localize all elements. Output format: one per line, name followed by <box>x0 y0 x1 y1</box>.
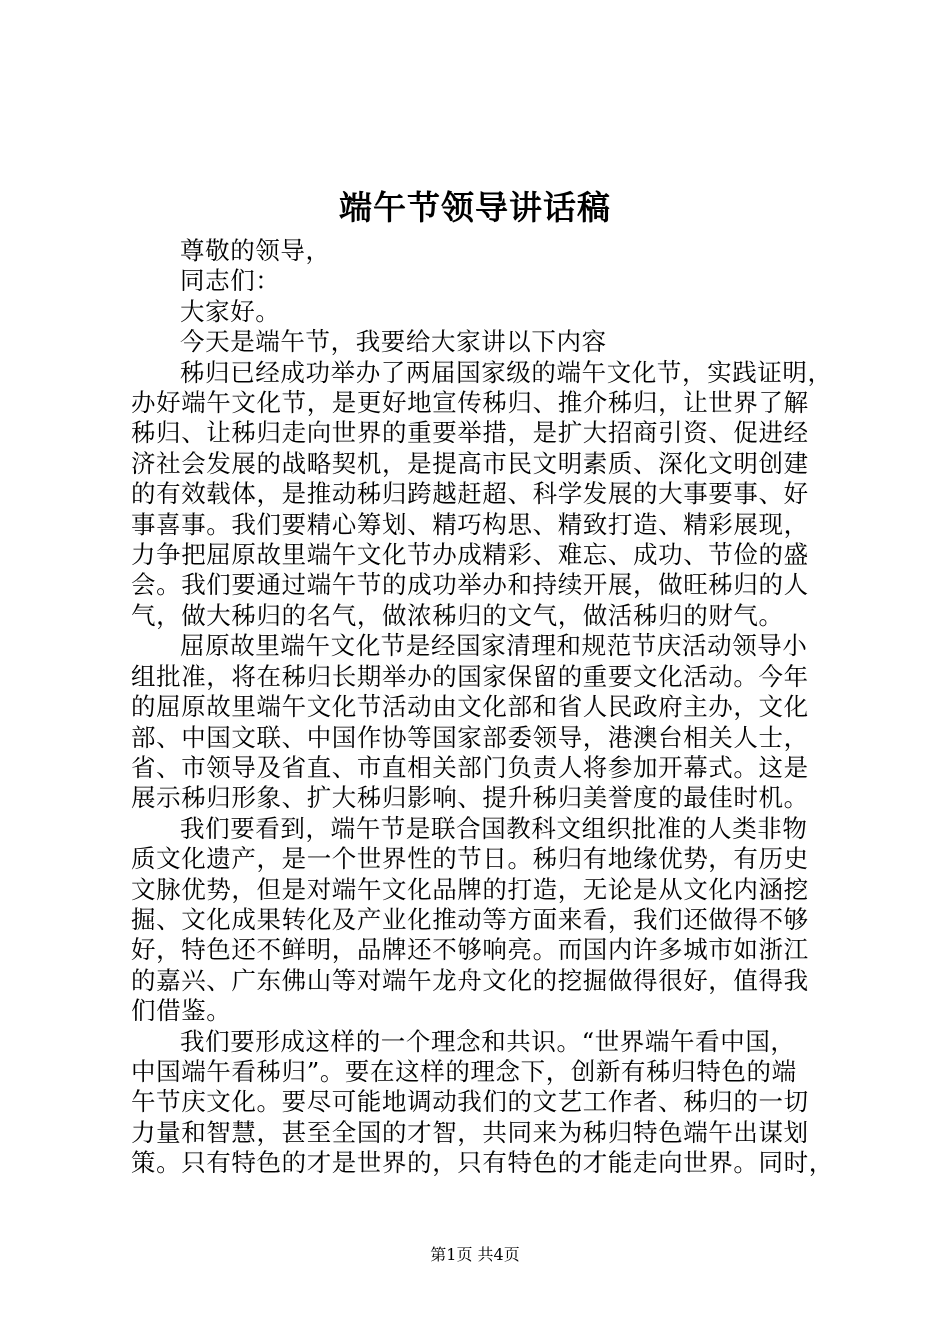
document-title: 端午节领导讲话稿 <box>339 188 611 227</box>
body-line: 事喜事。我们要精心筹划、精巧构思、精致打造、精彩展现， <box>131 509 809 539</box>
body-line: 会。我们要通过端午节的成功举办和持续开展，做旺秭归的人 <box>131 570 809 600</box>
body-line: 秭归、让秭归走向世界的重要举措，是扩大招商引资、促进经 <box>131 418 809 448</box>
body-line: 的嘉兴、广东佛山等对端午龙舟文化的挖掘做得很好，值得我 <box>131 965 809 995</box>
body-line: 屈原故里端午文化节是经国家清理和规范节庆活动领导小 <box>180 631 808 661</box>
body-line: 策。只有特色的才是世界的，只有特色的才能走向世界。同时， <box>131 1148 834 1178</box>
document-body <box>131 236 841 1179</box>
body-line: 我们要看到，端午节是联合国教科文组织批准的人类非物 <box>180 813 808 843</box>
body-line: 我们要形成这样的一个理念和共识。“世界端午看中国， <box>180 1026 796 1056</box>
body-line: 部、中国文联、中国作协等国家部委领导，港澳台相关人士， <box>131 722 809 752</box>
body-line: 质文化遗产，是一个世界性的节日。秭归有地缘优势，有历史 <box>131 844 809 874</box>
body-line: 文脉优势，但是对端午文化品牌的打造，无论是从文化内涵挖 <box>131 874 809 904</box>
body-line: 尊敬的领导， <box>180 236 331 265</box>
body-line: 展示秭归形象、扩大秭归影响、提升秭归美誉度的最佳时机。 <box>131 783 809 813</box>
body-line: 午节庆文化。要尽可能地调动我们的文艺工作者、秭归的一切 <box>131 1087 809 1117</box>
body-line: 们借鉴。 <box>131 996 232 1026</box>
body-line: 今天是端午节，我要给大家讲以下内容 <box>180 327 607 357</box>
page-footer: 第1页 共4页 <box>430 1245 520 1264</box>
body-line: 同志们： <box>180 266 281 296</box>
body-line: 的屈原故里端午文化节活动由文化部和省人民政府主办，文化 <box>131 692 809 722</box>
body-line: 力量和智慧，甚至全国的才智，共同来为秭归特色端午出谋划 <box>131 1117 809 1147</box>
body-line: 掘、文化成果转化及产业化推动等方面来看，我们还做得不够 <box>131 904 809 934</box>
body-line: 好，特色还不鲜明，品牌还不够响亮。而国内许多城市如浙江 <box>131 935 809 965</box>
body-line: 组批准，将在秭归长期举办的国家保留的重要文化活动。今年 <box>131 661 809 691</box>
body-line: 办好端午文化节，是更好地宣传秭归、推介秭归，让世界了解 <box>131 388 809 418</box>
body-line: 力争把屈原故里端午文化节办成精彩、难忘、成功、节俭的盛 <box>131 540 809 570</box>
body-line: 的有效载体，是推动秭归跨越赶超、科学发展的大事要事、好 <box>131 479 809 509</box>
body-line: 省、市领导及省直、市直相关部门负责人将参加开幕式。这是 <box>131 752 809 782</box>
body-line: 中国端午看秭归”。要在这样的理念下，创新有秭归特色的端 <box>131 1056 797 1086</box>
body-line: 大家好。 <box>180 296 281 326</box>
body-line: 气，做大秭归的名气，做浓秭归的文气，做活秭归的财气。 <box>131 600 784 630</box>
body-line: 济社会发展的战略契机，是提高市民文明素质、深化文明创建 <box>131 448 809 478</box>
body-line: 秭归已经成功举办了两届国家级的端午文化节，实践证明， <box>180 357 833 387</box>
